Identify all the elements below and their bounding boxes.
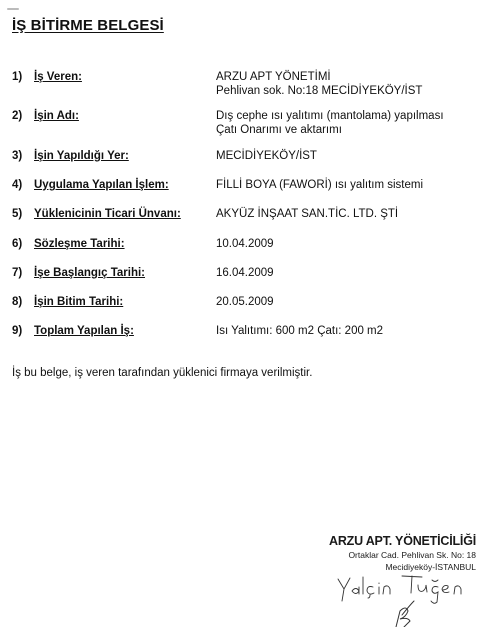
field-label-text: Sözleşme Tarihi: [34,238,125,250]
field-number: 2) [12,110,23,122]
field-value [216,324,474,338]
field-value [216,178,474,192]
field-value-line: Isı Yalıtımı: 600 m2 Çatı: 200 m2 [216,325,384,337]
field-label-text: İşe Başlangıç Tarihi: [34,267,145,279]
field-value [216,109,474,137]
field-value-line: 10.04.2009 [216,238,274,250]
field-number: 5) [12,208,23,220]
field-number: 8) [12,296,23,308]
field-value [216,70,474,98]
field-value [216,295,474,309]
field-label-text: Uygulama Yapılan İşlem: [34,179,169,191]
field-value-line: Pehlivan sok. No:18 MECİDİYEKÖY/İST [216,85,423,97]
field-label [12,178,169,192]
field-label [12,70,82,84]
issuance-statement: İş bu belge, iş veren tarafından yüklenici firmaya verilmiştir. [12,367,313,379]
field-label [12,295,123,309]
field-value [216,237,474,251]
field-label-text: İşin Adı: [34,110,79,122]
stamp-address-line: Ortaklar Cad. Pehlivan Sk. No: 18 [348,550,476,560]
field-label-text: Yüklenicinin Ticari Ünvanı: [34,208,181,220]
document-title: İŞ BİTİRME BELGESİ [12,17,164,34]
field-label [12,109,79,123]
handwritten-signature [330,565,480,627]
field-number: 7) [12,267,23,279]
field-label-text: Toplam Yapılan İş: [34,325,134,337]
field-label-text: İş Veren: [34,71,82,83]
field-label [12,324,134,338]
field-number: 6) [12,238,23,250]
field-value-line: ARZU APT YÖNETİMİ [216,71,331,83]
field-value-line: MECİDİYEKÖY/İST [216,150,317,162]
field-value-line: 16.04.2009 [216,267,274,279]
field-number: 1) [12,71,23,83]
field-number: 4) [12,179,23,191]
field-value-line: Dış cephe ısı yalıtımı (mantolama) yapılması [216,110,444,122]
scan-mark [7,8,19,10]
stamp-address-line: Mecidiyeköy-İSTANBUL [385,562,476,572]
field-label [12,237,125,251]
field-number: 9) [12,325,23,337]
field-label [12,266,145,280]
field-label [12,149,129,163]
field-value-line: 20.05.2009 [216,296,274,308]
field-label [12,207,181,221]
stamp-name: ARZU APT. YÖNETİCİLİĞİ [329,533,476,549]
field-label-text: İşin Yapıldığı Yer: [34,150,129,162]
field-value [216,207,474,221]
field-value-line: AKYÜZ İNŞAAT SAN.TİC. LTD. ŞTİ [216,208,399,220]
field-label-text: İşin Bitim Tarihi: [34,296,124,308]
field-value [216,149,474,163]
field-value-line: FİLLİ BOYA (FAWORİ) ısı yalıtım sistemi [216,179,424,191]
field-value-line: Çatı Onarımı ve aktarımı [216,124,342,136]
field-value [216,266,474,280]
field-number: 3) [12,150,23,162]
